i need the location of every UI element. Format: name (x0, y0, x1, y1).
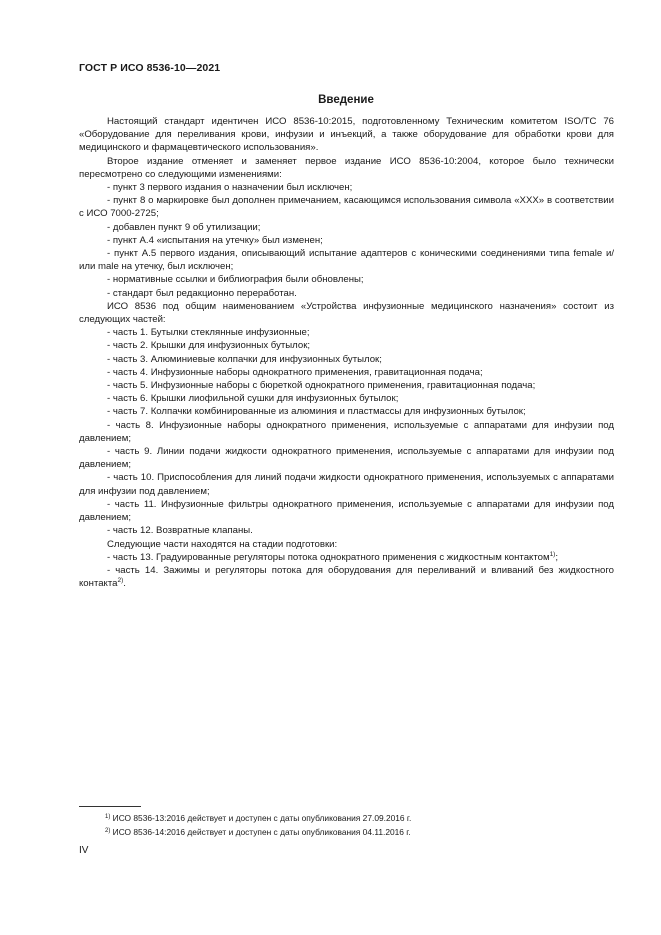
part-item: - часть 6. Крышки лиофильной сушки для инфузионных бутылок; (107, 393, 399, 405)
part-item-14 (79, 564, 614, 590)
change-item: - нормативные ссылки и библиография были обновлены; (107, 274, 364, 286)
page-number: IV (79, 845, 89, 856)
change-item: - добавлен пункт 9 об утилизации; (107, 221, 261, 233)
footnote-mark: 2) (105, 828, 111, 834)
part-item: - часть 7. Колпачки комбинированные из алюминия и пластмассы для инфузионных бутылок; (107, 406, 526, 418)
paragraph-in-preparation: Следующие части находятся на стадии подготовки: (107, 538, 338, 550)
change-item: - пункт А.4 «испытания на утечку» был изменен; (107, 234, 323, 246)
part-item: - часть 1. Бутылки стеклянные инфузионные; (107, 327, 310, 339)
part-item: - часть 11. Инфузионные фильтры однократного применения, используемые с аппаратами для инфузии под давлением; (79, 498, 614, 524)
part-14-text: - часть 14. Зажимы и регуляторы потока для оборудования для переливаний и вливаний без жидкостного контакта (79, 564, 614, 590)
change-item: - стандарт был редакционно переработан. (107, 287, 297, 299)
section-title: Введение (318, 94, 374, 106)
part-item: - часть 9. Линии подачи жидкости однократного применения, используемые с аппаратами для инфузии под давлением; (79, 446, 614, 471)
part-13-end: ; (555, 551, 559, 563)
document-code: ГОСТ Р ИСО 8536-10—2021 (79, 62, 221, 74)
footnote-text: ИСО 8536-14:2016 действует и доступен с даты опубликования 04.11.2016 г. (112, 827, 411, 837)
part-item: - часть 10. Приспособления для линий подачи жидкости однократного применения, используемых с аппаратами для инфузии под давлением; (79, 472, 614, 497)
change-item: - пункт А.5 первого издания, описывающий испытание адаптеров с коническими соединениями типа female и/или male на утечку, был исключен; (79, 248, 614, 273)
paragraph-series: ИСО 8536 под общим наименованием «Устройства инфузионные медицинского назначения» состоит из следующих частей: (79, 300, 614, 326)
footnote-text: ИСО 8536-13:2016 действует и доступен с даты опубликования 27.09.2016 г. (112, 813, 412, 823)
part-item: - часть 12. Возвратные клапаны. (107, 525, 253, 537)
footnote-divider (79, 806, 141, 807)
part-13-text: - часть 13. Градуированные регуляторы потока однократного применения с жидкостным контактом (107, 551, 550, 563)
footnote-ref-2[interactable]: 2) (117, 577, 124, 585)
paragraph-second-edition: Второе издание отменяет и заменяет первое издание ИСО 8536-10:2004, которое было технически пересмотрено со следующими изменениями: (79, 155, 614, 180)
paragraph-intro: Настоящий стандарт идентичен ИСО 8536-10:2015, подготовленному Техническим комитетом ISO/TC 76 «Оборудование для переливания крови, инфузии и инъекций, а также оборудование для обработки крови для медицинского и фармацевтического использования». (79, 116, 614, 154)
footnote-ref-1[interactable]: 1) (549, 550, 556, 558)
part-item: - часть 4. Инфузионные наборы однократного применения, гравитационная подача; (107, 366, 483, 378)
change-item: - пункт 3 первого издания о назначении был исключен; (107, 182, 353, 194)
part-item: - часть 3. Алюминиевые колпачки для инфузионных бутылок; (107, 353, 382, 365)
change-item: - пункт 8 о маркировке был дополнен примечанием, касающимся использования символа «XXX» в соответствии с ИСО 7000-2725; (79, 195, 614, 220)
footnote-mark: 1) (105, 814, 111, 820)
footnote-1 (105, 811, 605, 825)
footnotes (105, 811, 605, 839)
part-item-13 (79, 551, 614, 564)
part-item: - часть 5. Инфузионные наборы с бюреткой однократного применения, гравитационная подача; (107, 380, 536, 392)
footnote-2 (105, 825, 605, 839)
introduction-body (79, 115, 614, 590)
part-item: - часть 2. Крышки для инфузионных бутылок; (107, 340, 311, 352)
part-14-end: . (123, 578, 126, 590)
part-item: - часть 8. Инфузионные наборы однократного применения, используемые с аппаратами для инфузии под давлением; (79, 419, 614, 444)
